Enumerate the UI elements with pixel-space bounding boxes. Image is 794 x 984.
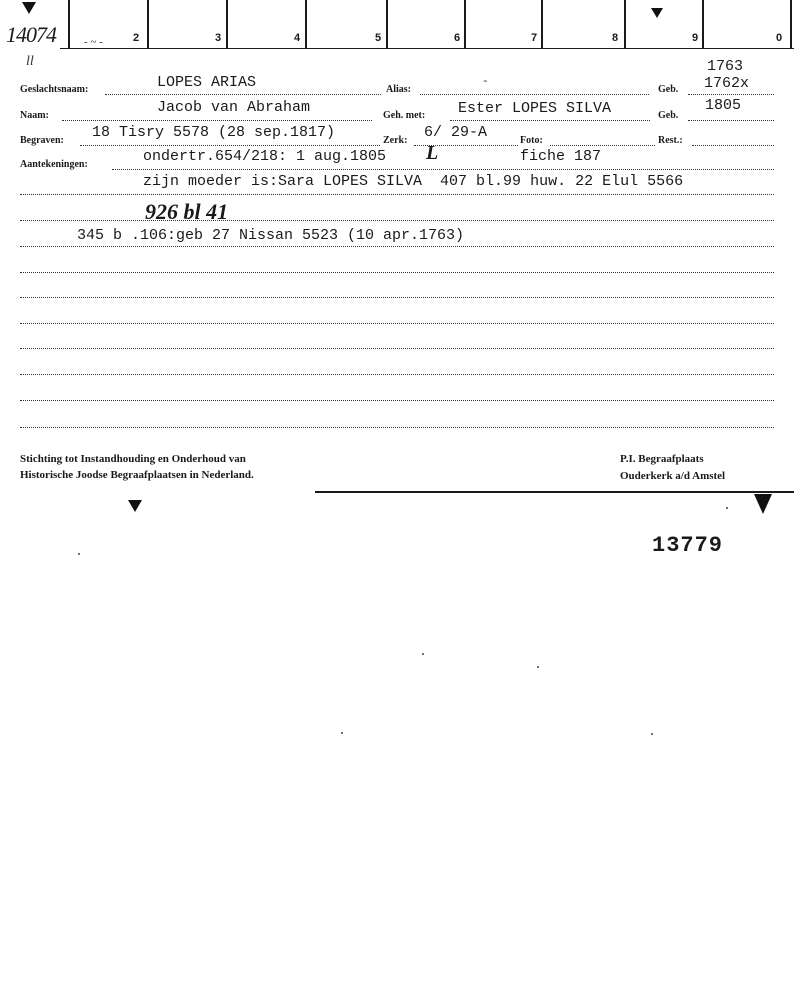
blank-line: [20, 272, 774, 273]
ruler-number: 6: [454, 32, 461, 44]
notes-value-2: zijn moeder is:Sara LOPES SILVA 407 bl.99 huw. 22 Elul 5566: [143, 173, 684, 190]
ruler-tick: [702, 0, 704, 48]
ruler-tick: [464, 0, 466, 48]
label-born-2: Geb.: [658, 110, 679, 121]
married-to-line: [450, 120, 650, 121]
ruler-number: 4: [294, 32, 301, 44]
ruler-tick: [226, 0, 228, 48]
label-notes: Aantekeningen:: [20, 159, 88, 170]
born-2-line: [688, 120, 774, 121]
scan-speck: [78, 553, 80, 555]
scan-speck: [651, 733, 653, 735]
blank-line: [20, 374, 774, 375]
footer-cemetery-line-2: Ouderkerk a/d Amstel: [620, 470, 726, 482]
headstone-value: 6/ 29-A: [424, 124, 488, 141]
alias-line: [420, 94, 649, 95]
notes-line-3: [20, 220, 774, 221]
blank-line: [20, 323, 774, 324]
ruler-tick: [147, 0, 149, 48]
surname-line: [105, 94, 381, 95]
punch-mark-icon: [128, 500, 142, 512]
born-1-value: 1762x: [704, 75, 750, 92]
blank-line: [20, 427, 774, 428]
ruler-tick: [541, 0, 543, 48]
label-alias: Alias:: [386, 84, 411, 95]
blank-line: [20, 297, 774, 298]
blank-line: [20, 400, 774, 401]
scan-speck: [341, 732, 343, 734]
card-bottom-edge: [315, 491, 794, 493]
notes-handwritten: 926 bl 41: [145, 199, 229, 224]
photo-line: [550, 145, 655, 146]
label-buried: Begraven:: [20, 135, 64, 146]
born-2-value: 1805: [705, 97, 742, 114]
buried-value: 18 Tisry 5578 (28 sep.1817): [92, 124, 336, 141]
footer-org-line-1: Stichting tot Instandhouding en Onderhoud van: [20, 453, 246, 465]
label-name: Naam:: [20, 110, 49, 121]
scan-speck: [726, 507, 728, 509]
ruler-number: 0: [776, 32, 783, 44]
ruler-number: 8: [612, 32, 619, 44]
alias-value: -: [482, 76, 489, 88]
punch-mark-icon: [754, 494, 772, 514]
notes-value-4: 345 b .106:geb 27 Nissan 5523 (10 apr.1763): [77, 227, 465, 244]
ruler-scribble: ll: [26, 54, 34, 69]
card-ruler: [0, 0, 794, 50]
ruler-number: 5: [375, 32, 382, 44]
married-to-value: Ester LOPES SILVA: [458, 100, 612, 117]
born-1-line: [688, 94, 774, 95]
label-headstone: Zerk:: [383, 135, 408, 146]
notes-line-4: [20, 246, 774, 247]
ruler-tick: [305, 0, 307, 48]
handwritten-mark: L: [426, 142, 439, 164]
label-married-to: Geh. met:: [383, 110, 426, 121]
scan-speck: [537, 666, 539, 668]
surname-value: LOPES ARIAS: [157, 74, 257, 91]
notes-fiche: fiche 187: [520, 148, 602, 165]
punch-mark-icon: [651, 8, 663, 18]
label-born-1: Geb.: [658, 84, 679, 95]
label-photo: Foto:: [520, 135, 543, 146]
notes-line-1: [112, 169, 774, 170]
ruler-scribble: - ~ -: [84, 36, 103, 48]
ruler-tick: [624, 0, 626, 48]
restoration-line: [692, 145, 774, 146]
ruler-baseline: [60, 48, 794, 49]
buried-line: [80, 145, 380, 146]
name-line: [62, 120, 372, 121]
ruler-tick: [68, 0, 70, 48]
label-surname: Geslachtsnaam:: [20, 84, 89, 95]
ruler-tick: [386, 0, 388, 48]
blank-line: [20, 348, 774, 349]
footer-cemetery-line-1: P.I. Begraafplaats: [620, 453, 704, 465]
born-1-correction: 1763: [707, 58, 744, 75]
ruler-number: 7: [531, 32, 538, 44]
ruler-number: 2: [133, 32, 140, 44]
name-value: Jacob van Abraham: [157, 99, 311, 116]
ruler-tick: [790, 0, 792, 48]
ruler-number: 3: [215, 32, 222, 44]
label-restoration: Rest.:: [658, 135, 683, 146]
notes-line-2: [20, 194, 774, 195]
ruler-number: 9: [692, 32, 699, 44]
archive-number: 13779: [652, 533, 724, 558]
card-number: 14074: [6, 22, 56, 47]
footer-org-line-2: Historische Joodse Begraafplaatsen in Nederland.: [20, 469, 254, 481]
punch-mark-icon: [22, 2, 36, 14]
scan-speck: [422, 653, 424, 655]
notes-value-1: ondertr.654/218: 1 aug.1805: [143, 148, 387, 165]
